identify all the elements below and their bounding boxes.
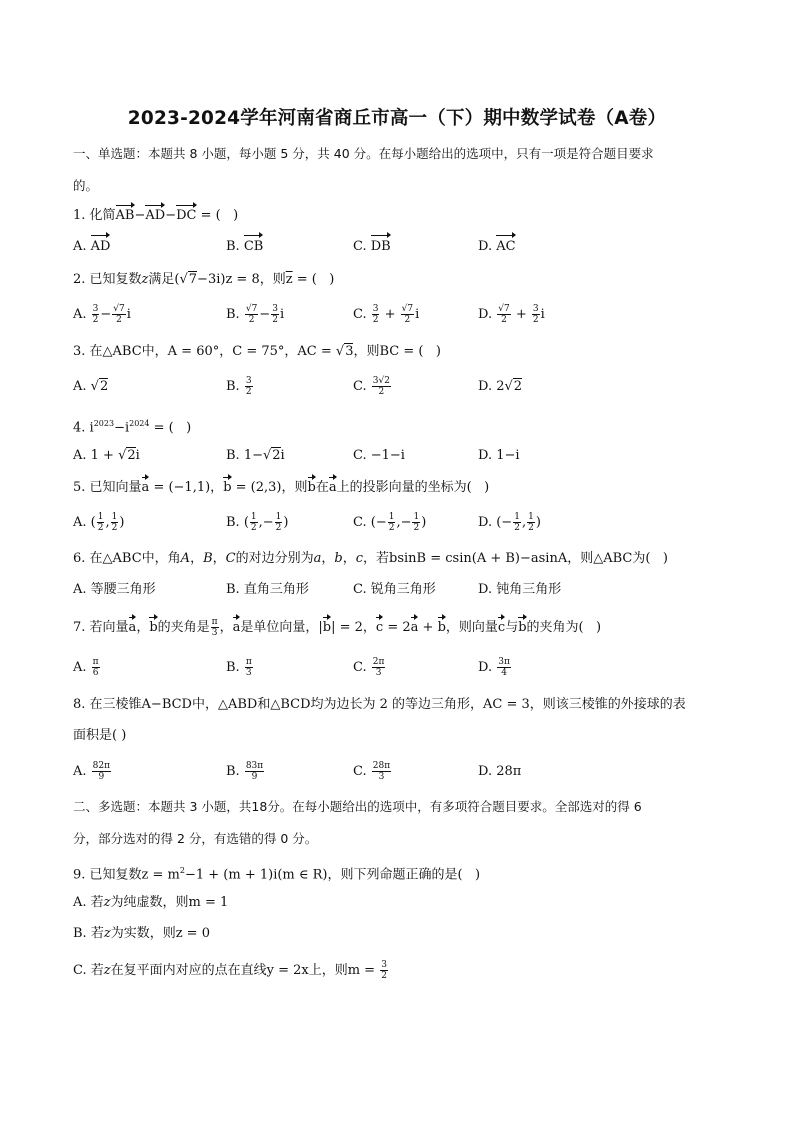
question-1-option-a[interactable]: A. AD [73, 236, 110, 258]
question-3-option-b[interactable]: B. $\frac{3}{2}$ [226, 376, 252, 397]
question-1-stem: 1. 化简AB−AD−DC = ( ) [73, 206, 238, 226]
question-6-option-a[interactable]: A. 等腰三角形 [73, 582, 156, 597]
question-4-option-d[interactable]: D. 1−i [478, 448, 520, 463]
question-3-stem: 3. 在△ABC中，A = 60°，C = 75°，AC = √3，则BC = ( ) [73, 344, 441, 359]
question-9-option-a[interactable]: A. 若z为纯虚数，则m = 1 [73, 895, 229, 910]
exam-title: 2023-2024学年河南省商丘市高一（下）期中数学试卷（A卷） [127, 108, 667, 129]
question-3-option-a[interactable]: A. √2 [73, 379, 109, 394]
question-6-option-b[interactable]: B. 直角三角形 [226, 582, 309, 597]
question-3-option-d[interactable]: D. 2√2 [478, 379, 523, 394]
question-2-option-a[interactable]: A. $\frac{3}{2}$ − $\frac{√7}{2}$ i [73, 304, 131, 325]
question-4-option-a[interactable]: A. 1 + √2i [73, 448, 140, 463]
question-9-option-c[interactable]: C. 若z在复平面内对应的点在直线y = 2x上，则m = $\frac{3}{2}$ [73, 960, 387, 981]
question-8-option-d[interactable]: D. 28π [478, 764, 522, 779]
question-8-options [73, 761, 733, 783]
question-5-option-a[interactable]: A. ( $\frac{1}{2}$ , $\frac{1}{2}$ ) [73, 512, 125, 533]
section-2-heading-line1: 二、多选题：本题共 3 小题，共18分。在每小题给出的选项中，有多项符合题目要求。全部选对的得 6 [73, 799, 642, 814]
question-8-option-b[interactable]: B. $\frac{83\pi}{9}$ [226, 761, 264, 782]
question-5-option-b[interactable]: B. ( $\frac{1}{2}$ ,− $\frac{1}{2}$ ) [226, 512, 289, 533]
section-1-heading-line2: 的。 [73, 178, 99, 193]
question-8-stem-line2: 面积是( ) [73, 728, 127, 743]
question-2-option-d[interactable]: D. $\frac{√7}{2}$ + $\frac{3}{2}$ i [478, 304, 545, 325]
question-2-options [73, 304, 733, 326]
question-8-option-a[interactable]: A. $\frac{82\pi}{9}$ [73, 761, 111, 782]
question-1-options [73, 236, 733, 258]
question-5-stem: 5. 已知向量a = (−1,1)，b = (2,3)，则b在a上的投影向量的坐标为( ) [73, 478, 489, 498]
question-2-option-b[interactable]: B. $\frac{√7}{2}$ − $\frac{3}{2}$ i [226, 304, 285, 325]
question-4-options [73, 445, 733, 467]
question-3-options [73, 376, 733, 398]
question-2-stem: 2. 已知复数z满足(√7−3i)z = 8，则$\overline{z}$ = ( ) [73, 272, 335, 287]
question-7-option-d[interactable]: D. $\frac{3\pi}{4}$ [478, 657, 510, 678]
question-7-options [73, 657, 733, 679]
question-1-option-d[interactable]: D. AC [478, 236, 516, 258]
section-1-heading-line1 [73, 144, 654, 164]
question-4-option-c[interactable]: C. −1−i [353, 448, 405, 463]
question-8-option-c[interactable]: C. $\frac{28\pi}{3}$ [353, 761, 391, 782]
question-9-option-b[interactable]: B. 若z为实数，则z = 0 [73, 926, 210, 941]
question-7-option-c[interactable]: C. $\frac{2\pi}{3}$ [353, 657, 385, 678]
question-6-option-d[interactable]: D. 钝角三角形 [478, 582, 562, 597]
question-1-option-b[interactable]: B. CB [226, 236, 263, 258]
question-2-option-c[interactable]: C. $\frac{3}{2}$ + $\frac{√7}{2}$ i [353, 304, 420, 325]
question-4-stem: 4. $i^{2023}-i^{2024}$ = ( ) [73, 419, 192, 436]
question-7-option-a[interactable]: A. $\frac{\pi}{6}$ [73, 657, 99, 678]
question-1-option-c[interactable]: C. DB [353, 236, 391, 258]
question-5-option-c[interactable]: C. (− $\frac{1}{2}$ ,− $\frac{1}{2}$ ) [353, 512, 427, 533]
question-6-options [73, 579, 733, 601]
section-1-heading-text: 一、单选题：本题共 8 小题，每小题 5 分，共 40 分。在每小题给出的选项中，只有一项是符合题目要求 [73, 146, 654, 161]
question-6-stem: 6. 在△ABC中，角A，B，C的对边分别为a，b，c，若bsinB = csin(A + B)−asinA，则△ABC为( ) [73, 551, 668, 566]
question-5-options [73, 512, 733, 534]
question-7-stem: 7. 若向量a，b的夹角是 $\frac{\pi}{3}$ ，a是单位向量，|b| = 2，c = 2a + b，则向量c与b的夹角为( ) [73, 617, 602, 638]
question-7-option-b[interactable]: B. $\frac{\pi}{3}$ [226, 657, 252, 678]
question-8-stem-line1: 8. 在三棱锥A−BCD中，△ABD和△BCD均为边长为 2 的等边三角形，AC = 3，则该三棱锥的外接球的表 [73, 697, 686, 712]
question-4-option-b[interactable]: B. 1−√2i [226, 448, 285, 463]
section-2-heading-line2: 分，部分选对的得 2 分，有选错的得 0 分。 [73, 831, 318, 846]
question-9-stem: 9. 已知复数$z = m^2-1 + (m + 1)i(m$ ∈ R)，则下列命题正确的是( ) [73, 866, 481, 883]
question-6-option-c[interactable]: C. 锐角三角形 [353, 582, 436, 597]
question-5-option-d[interactable]: D. (− $\frac{1}{2}$ , $\frac{1}{2}$ ) [478, 512, 541, 533]
question-3-option-c[interactable]: C. $\frac{3√2}{2}$ [353, 376, 390, 397]
